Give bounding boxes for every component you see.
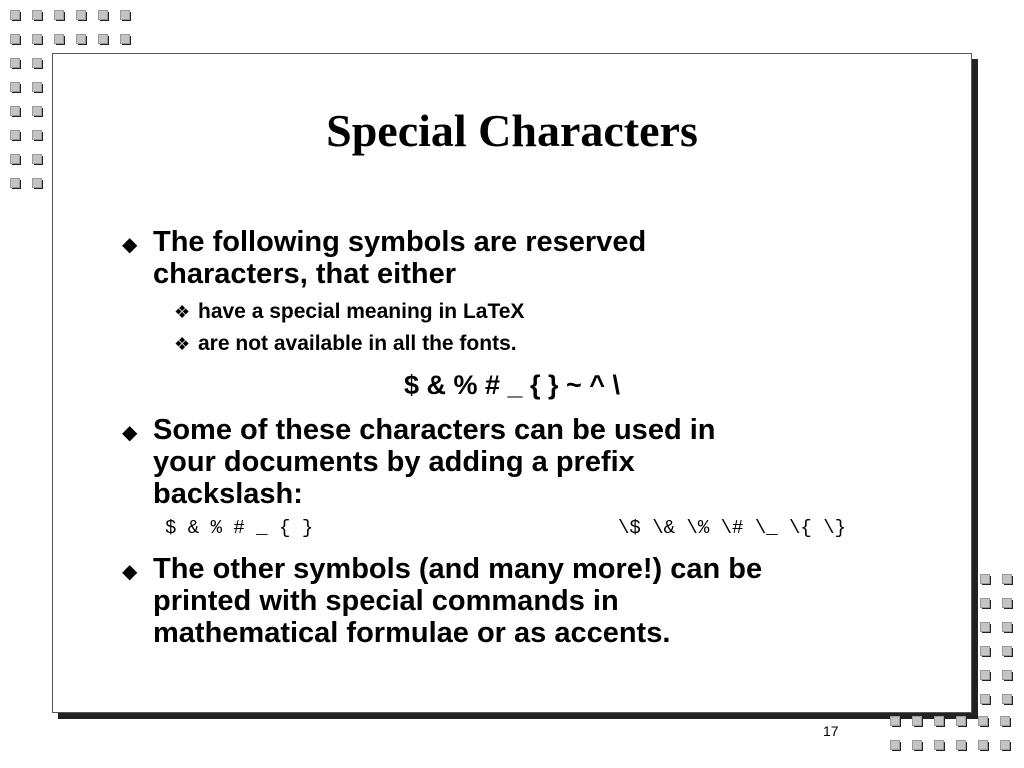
decorative-square — [1002, 622, 1013, 633]
bullet-1-line-1: The following symbols are reserved — [153, 226, 647, 258]
decorative-square — [978, 740, 989, 751]
decorative-square — [980, 574, 991, 585]
decorative-square — [10, 106, 21, 117]
bullet-3-line-3: mathematical formulae or as accents. — [153, 617, 671, 649]
decorative-square — [10, 178, 21, 189]
diamond-bullet-icon: ◆ — [122, 422, 138, 444]
decorative-square — [980, 694, 991, 705]
bullet-3-line-2: printed with special commands in — [153, 585, 619, 617]
decorative-square — [980, 598, 991, 609]
decorative-square — [890, 716, 901, 727]
decorative-square — [934, 716, 945, 727]
decorative-square — [1002, 646, 1013, 657]
decorative-square — [76, 10, 87, 21]
decorative-square — [1002, 694, 1013, 705]
decorative-square — [54, 10, 65, 21]
decorative-square — [32, 106, 43, 117]
reserved-symbols: $ & % # _ { } ~ ^ \ — [403, 370, 621, 400]
decorative-square — [912, 740, 923, 751]
decorative-square — [1000, 716, 1011, 727]
decorative-square — [978, 716, 989, 727]
bullet-2-line-2: your documents by adding a prefix — [153, 446, 635, 478]
decorative-square — [98, 10, 109, 21]
decorative-square — [10, 130, 21, 141]
diamond-bullet-icon: ◆ — [122, 234, 138, 256]
decorative-square — [934, 740, 945, 751]
decorative-square — [890, 740, 901, 751]
decorative-square — [980, 646, 991, 657]
decorative-square — [1000, 740, 1011, 751]
decorative-square — [980, 622, 991, 633]
page-number: 17 — [823, 723, 839, 739]
diamond-bullet-icon: ◆ — [122, 561, 138, 583]
decorative-square — [956, 716, 967, 727]
escaped-characters: \$ \& \% \# \_ \{ \} — [618, 517, 847, 539]
decorative-square — [1002, 574, 1013, 585]
decorative-square — [32, 58, 43, 69]
decorative-square — [32, 130, 43, 141]
sub-item-2: are not available in all the fonts. — [198, 332, 517, 355]
bullet-2-line-1: Some of these characters can be used in — [153, 414, 716, 446]
decorative-square — [120, 10, 131, 21]
sub-item-1: have a special meaning in LaTeX — [198, 300, 525, 323]
decorative-square — [980, 670, 991, 681]
decorative-square — [54, 34, 65, 45]
decorative-square — [32, 178, 43, 189]
decorative-square — [32, 10, 43, 21]
decorative-square — [32, 82, 43, 93]
bullet-2-line-3: backslash: — [153, 478, 303, 510]
decorative-square — [10, 154, 21, 165]
decorative-square — [32, 154, 43, 165]
bullet-1-line-2: characters, that either — [153, 258, 457, 290]
four-diamond-bullet-icon: ❖ — [174, 334, 191, 354]
four-diamond-bullet-icon: ❖ — [174, 302, 191, 322]
decorative-square — [1002, 598, 1013, 609]
bullet-3-line-1: The other symbols (and many more!) can be — [153, 553, 763, 585]
decorative-square — [32, 34, 43, 45]
decorative-square — [956, 740, 967, 751]
decorative-square — [120, 34, 131, 45]
decorative-square — [10, 10, 21, 21]
decorative-square — [10, 58, 21, 69]
decorative-square — [10, 82, 21, 93]
decorative-square — [10, 34, 21, 45]
decorative-square — [76, 34, 87, 45]
decorative-square — [98, 34, 109, 45]
printed-characters: $ & % # _ { } — [165, 517, 314, 539]
slide-title: Special Characters — [326, 105, 698, 156]
decorative-square — [912, 716, 923, 727]
decorative-square — [1002, 670, 1013, 681]
